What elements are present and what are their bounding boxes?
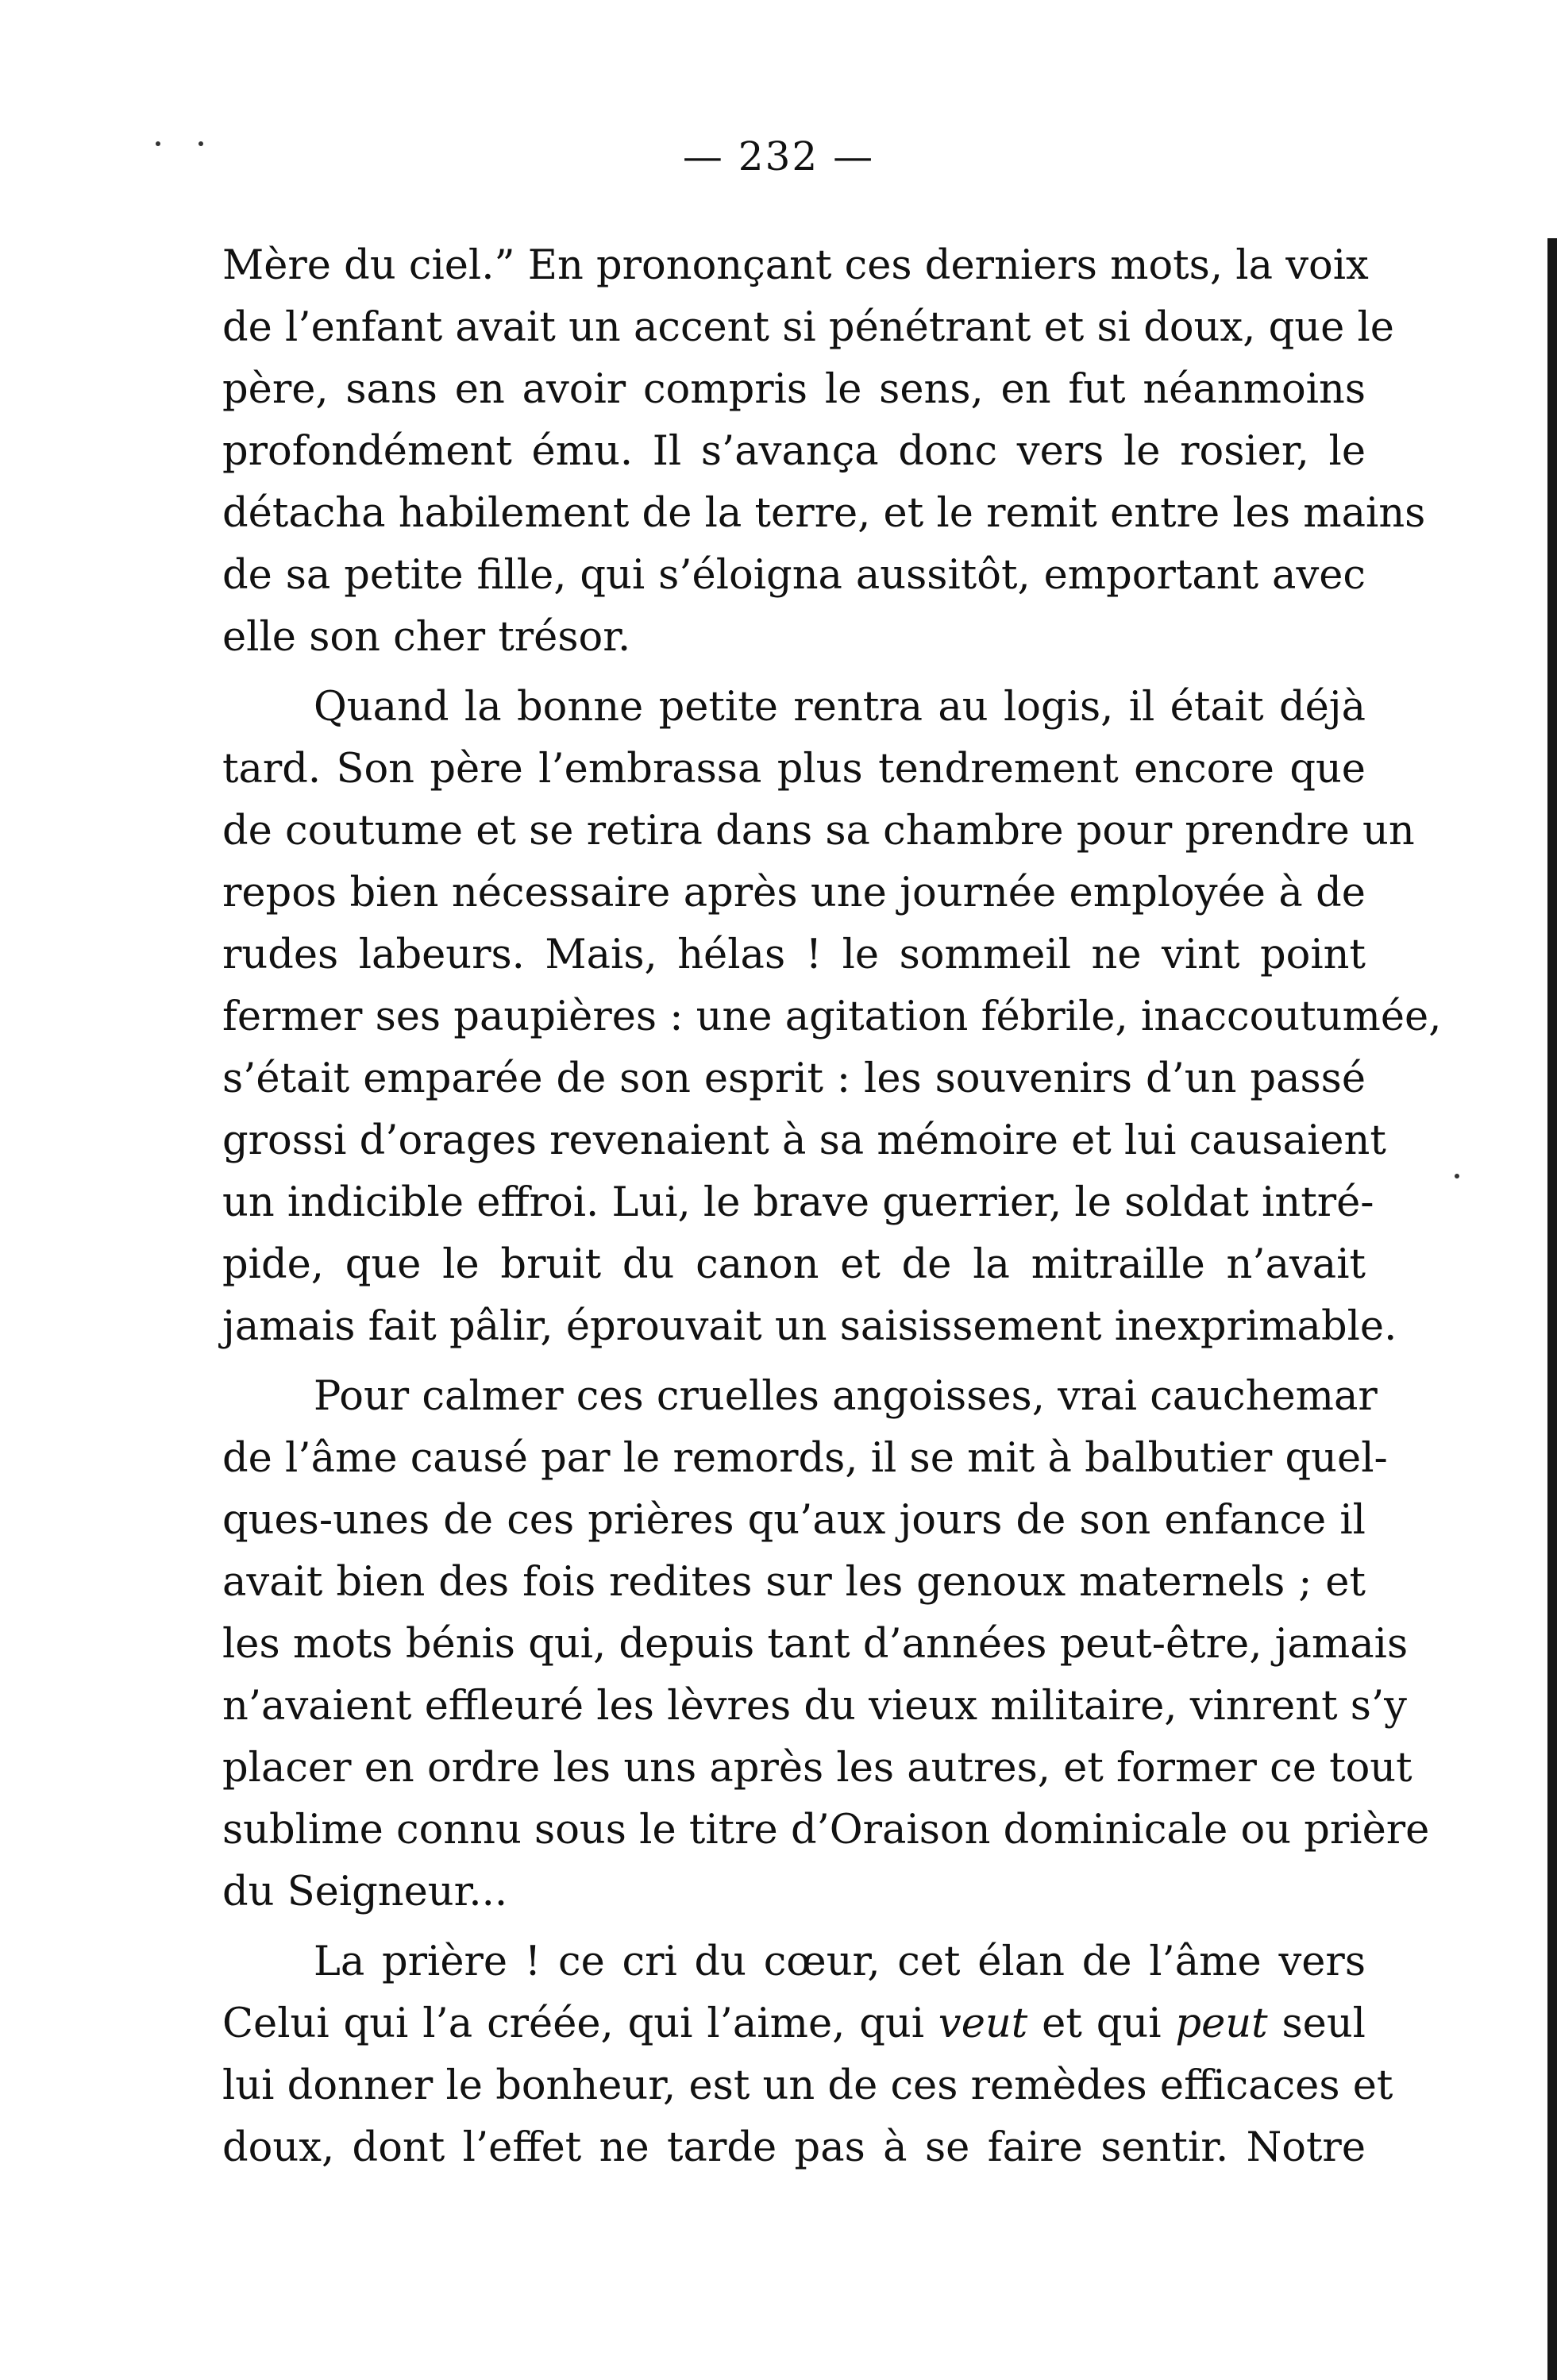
text-line: de sa petite fille, qui s’éloigna aussitôt, emportant avec [222,552,1366,599]
text-line: ques-unes de ces prières qu’aux jours de son enfance il [222,1497,1366,1544]
text-line: Mère du ciel.” En prononçant ces derniers mots, la voix [222,242,1369,289]
text-run: doux, dont l’effet ne tarde pas à se faire sentir. Notre [222,2124,1366,2171]
text-line: de coutume et se retira dans sa chambre pour prendre un [222,808,1415,854]
paragraph [222,1366,1430,1923]
text-line: détacha habilement de la terre, et le remit entre les mains [222,490,1426,537]
body-text [222,235,1442,2179]
text-line [222,1993,1366,2055]
text-line: profondément ému. Il s’avança donc vers le rosier, le [222,428,1366,475]
text-run: seul [1267,2000,1366,2047]
emphasis-word: veut [938,2000,1028,2047]
paragraph [222,677,1442,1358]
text-line: pide, que le bruit du canon et de la mitraille n’avait [222,1241,1366,1288]
text-line: fermer ses paupières : une agitation fébrile, inaccoutumée, [222,993,1442,1040]
text-line: n’avaient effleuré les lèvres du vieux militaire, vinrent s’y [222,1683,1407,1730]
emphasis-word: peut [1175,2000,1268,2047]
text-line [222,2055,1393,2117]
text-line: père, sans en avoir compris le sens, en fut néanmoins [222,366,1366,413]
text-line: grossi d’orages revenaient à sa mémoire et lui causaient [222,1117,1386,1164]
text-line: jamais fait pâlir, éprouvait un saisissement inexprimable. [222,1303,1397,1350]
text-run: et qui [1027,2000,1176,2047]
text-line [222,1931,1366,1993]
print-speck [1455,1174,1459,1178]
text-run: lui donner le bonheur, est un de ces remèdes efficaces et [222,2062,1393,2109]
page-number: — 232 — [682,133,875,179]
text-line: rudes labeurs. Mais, hélas ! le sommeil ne vint point [222,932,1366,978]
text-line: placer en ordre les uns après les autres, et former ce tout [222,1745,1412,1792]
text-line: les mots bénis qui, depuis tant d’années peut-être, jamais [222,1621,1409,1668]
paragraph [222,235,1426,669]
text-line: s’était emparée de son esprit : les souvenirs d’un passé [222,1055,1366,1102]
text-line: repos bien nécessaire après une journée employée à de [222,870,1366,916]
paragraph [222,1931,1393,2179]
text-line: Quand la bonne petite rentra au logis, il était déjà [314,684,1366,731]
text-line: sublime connu sous le titre d’Oraison dominicale ou prière [222,1807,1430,1853]
text-line: du Seigneur... [222,1869,508,1915]
text-line: de l’enfant avait un accent si pénétrant et si doux, que le [222,304,1394,351]
text-line: avait bien des fois redites sur les genoux maternels ; et [222,1559,1366,1606]
text-line: un indicible effroi. Lui, le brave guerrier, le soldat intré- [222,1179,1374,1226]
text-line: Pour calmer ces cruelles angoisses, vrai cauchemar [314,1373,1378,1420]
text-line: elle son cher trésor. [222,614,631,661]
text-line: tard. Son père l’embrassa plus tendrement encore que [222,746,1366,793]
text-run: La prière ! ce cri du cœur, cet élan de l’âme vers [314,1938,1366,1985]
text-run: Celui qui l’a créée, qui l’aime, qui [222,2000,938,2047]
text-line [222,2117,1366,2179]
text-line: de l’âme causé par le remords, il se mit à balbutier quel- [222,1435,1388,1482]
binding-edge [1547,238,1557,2380]
